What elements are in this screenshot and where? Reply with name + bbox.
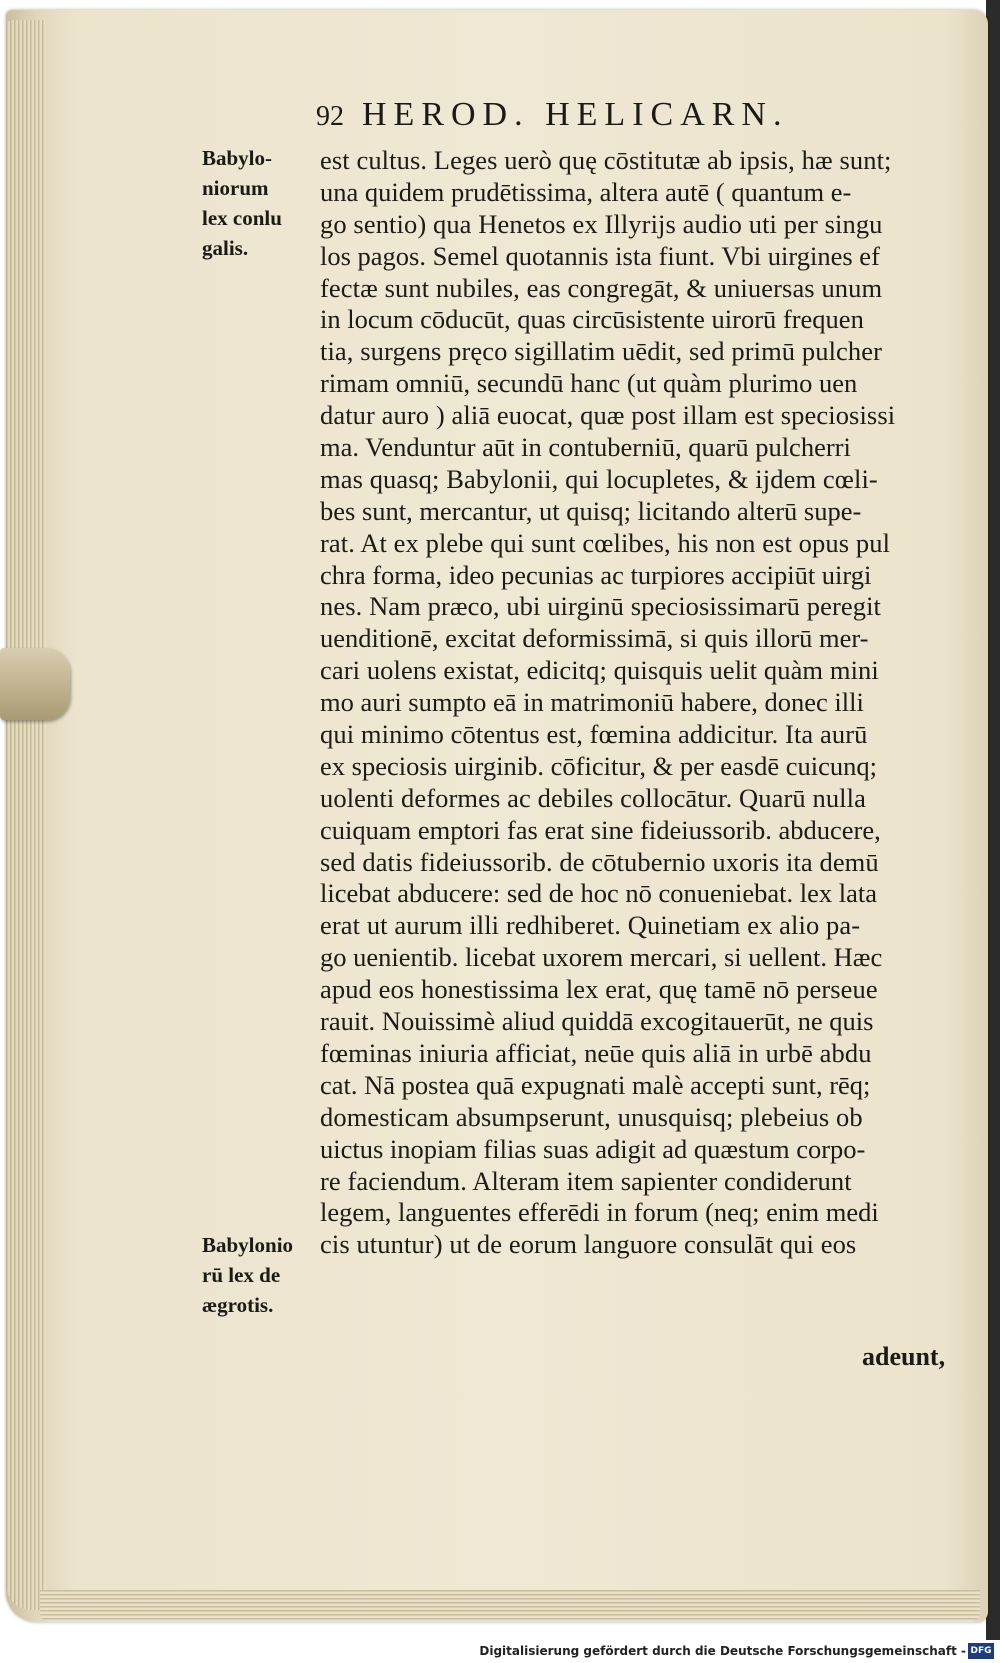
text-line: go sentio) qua Henetos ex Illyrijs audio uti per singu — [320, 208, 883, 239]
margin-note-line: niorum — [202, 176, 269, 200]
text-line: sed datis fideiussorib. de cōtubernio uxoris ita demū — [320, 846, 879, 877]
text-line: uolenti deformes ac debiles collocātur. Quarū nulla — [320, 782, 866, 813]
bookmark-ribbon — [0, 648, 70, 720]
text-line: re faciendum. Alteram item sapienter condiderunt — [320, 1165, 852, 1196]
text-line: cat. Nā postea quā expugnati malè accepti sunt, rēq; — [320, 1069, 871, 1100]
text-line: domesticam absumpserunt, unusquisq; plebeius ob — [320, 1101, 863, 1132]
text-line: apud eos honestissima lex erat, quę tamē nō perseue — [320, 974, 878, 1005]
text-line: fœminas iniuria afficiat, neūe quis aliā in urbē abdu — [320, 1037, 872, 1068]
text-line: nes. Nam præco, ubi uirginū speciosissimarū peregit — [320, 591, 882, 622]
text-line: uenditionē, excitat deformissimā, si quis illorū mer- — [320, 623, 869, 654]
text-line: mas quasq; Babylonii, qui locupletes, & ijdem cœli- — [320, 463, 878, 494]
text-line: ma. Venduntur aūt in contuberniū, quarū pulcherri — [320, 432, 851, 463]
text-line: datur auro ) aliā euocat, quæ post illam est speciosissi — [320, 400, 896, 431]
margin-note-line: Babylonio — [202, 1233, 294, 1257]
page-edges-left — [6, 20, 46, 1610]
text-line: in locum cōducūt, quas circūsistente uirorū frequen — [320, 304, 864, 335]
text-line: bes sunt, mercantur, ut quisq; licitando alterū supe- — [320, 495, 862, 526]
text-line: legem, languentes efferēdi in forum (neq; enim medi — [320, 1197, 879, 1228]
text-line: cuiquam emptori fas erat sine fideiussorib. abducere, — [320, 814, 881, 845]
text-line: cari uolens existat, edicitq; quisquis uelit quàm mini — [320, 655, 879, 686]
scanner-background — [986, 0, 1000, 1663]
text-line: rimam omniū, secundū hanc (ut quàm plurimo uen — [320, 368, 858, 399]
text-line: fectæ sunt nubiles, eas congregāt, & uniuersas unum — [320, 272, 883, 303]
text-line: qui minimo cōtentus est, fœmina addicitur. Ita aurū — [320, 719, 868, 750]
body-text — [320, 145, 960, 1261]
digitization-footer — [0, 1640, 1000, 1663]
text-line: rat. At ex plebe qui sunt cœlibes, his non est opus pul — [320, 527, 891, 558]
text-line: rauit. Nouissimè aliud quiddā excogitauerūt, ne quis — [320, 1006, 874, 1037]
text-line: mo auri sumpto eā in matrimoniū habere, donec illi — [320, 687, 864, 718]
text-line: go uenientib. licebat uxorem mercari, si uellent. Hæc — [320, 942, 883, 973]
text-line: una quidem prudētissima, altera autē ( quantum e- — [320, 176, 852, 207]
page-edges-bottom — [40, 1590, 980, 1622]
page-number: 92 — [316, 101, 344, 132]
running-title: HEROD. HELICARN. — [362, 96, 789, 133]
running-head — [316, 96, 876, 142]
margin-note-line: ægrotis. — [202, 1293, 274, 1317]
text-line: uictus inopiam filias suas adigit ad quæstum corpo- — [320, 1133, 866, 1164]
text-line: erat ut aurum illi redhiberet. Quinetiam ex alio pa- — [320, 910, 861, 941]
text-line: tia, surgens pręco sigillatim uēdit, sed primū pulcher — [320, 336, 883, 367]
text-line: ex speciosis uirginib. cōficitur, & per easdē cuicunq; — [320, 750, 878, 781]
dfg-logo: DFG — [968, 1643, 994, 1659]
margin-note-line: Babylo- — [202, 146, 273, 170]
margin-note-marriage-law — [202, 143, 312, 263]
text-line: licebat abducere: sed de hoc nō conueniebat. lex lata — [320, 878, 877, 909]
margin-note-line: rū lex de — [202, 1263, 281, 1287]
catchword: adeunt, — [862, 1342, 946, 1371]
text-line: cis utuntur) ut de eorum languore consulāt qui eos — [320, 1229, 857, 1260]
margin-note-line: galis. — [202, 236, 249, 260]
text-line: chra forma, ideo pecunias ac turpiores accipiūt uirgi — [320, 559, 872, 590]
text-line: los pagos. Semel quotannis ista fiunt. Vbi uirgines ef — [320, 240, 880, 271]
text-line: est cultus. Leges uerò quę cōstitutæ ab ipsis, hæ sunt; — [320, 145, 892, 175]
margin-note-sick-law — [202, 1230, 312, 1320]
footer-credit-text: Digitalisierung gefördert durch die Deutsche Forschungsgemeinschaft - — [479, 1644, 966, 1658]
margin-note-line: lex conlu — [202, 206, 282, 230]
